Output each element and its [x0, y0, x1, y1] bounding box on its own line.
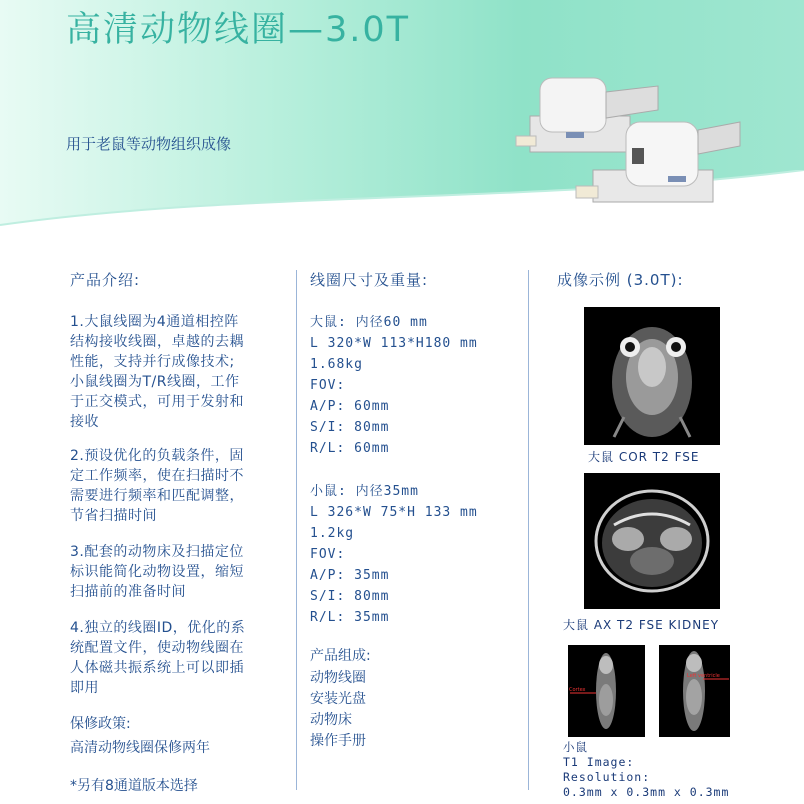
intro-line: 节省扫描时间 [70, 508, 157, 524]
caption-rat-cor: 大鼠 COR T2 FSE [588, 450, 700, 464]
page-subtitle: 用于老鼠等动物组织成像 [66, 135, 232, 153]
version-note: *另有8通道版本选择 [70, 778, 198, 794]
part-item: 操作手册 [310, 733, 366, 749]
intro-para-4 [70, 618, 285, 698]
intro-line: 接收 [70, 414, 99, 430]
examples-heading [557, 270, 684, 290]
intro-line: 即用 [70, 680, 99, 696]
intro-para-2 [70, 446, 285, 526]
mouse-caption-line: 小鼠 [563, 740, 588, 754]
part-item: 动物床 [310, 712, 352, 728]
column-divider-1 [296, 270, 297, 790]
spec-line: A/P: 35mm [310, 568, 390, 583]
intro-line: 结构接收线圈，卓越的去耦 [70, 334, 244, 350]
mouse-mri-image-1 [568, 645, 645, 737]
intro-para-3 [70, 542, 285, 602]
mouse-caption-line: Resolution: [563, 770, 651, 784]
spec-line: L 326*W 75*H 133 mm [310, 505, 478, 520]
intro-line: 1.大鼠线圈为4通道相控阵 [70, 314, 239, 330]
part-item: 安装光盘 [310, 691, 366, 707]
intro-para-1 [70, 312, 285, 432]
column-divider-2 [528, 270, 529, 790]
intro-line: 于正交模式，可用于发射和 [70, 394, 244, 410]
intro-line: 2.预设优化的负载条件，固 [70, 448, 244, 464]
warranty-heading: 保修政策: [70, 716, 131, 732]
spec-line: R/L: 60mm [310, 441, 390, 456]
spec-line: S/I: 80mm [310, 589, 390, 604]
dimensions-column [310, 270, 520, 752]
rat-ax-kidney-mri-image [584, 473, 720, 609]
spec-line: A/P: 60mm [310, 399, 390, 414]
product-intro-column [70, 270, 285, 796]
dims-heading: 线圈尺寸及重量: [310, 271, 429, 289]
intro-line: 4.独立的线圈ID，优化的系 [70, 620, 246, 636]
intro-line: 统配置文件，使动物线圈在 [70, 640, 244, 656]
spec-line: 小鼠: 内径35mm [310, 484, 419, 499]
examples-heading-text: 成像示例 (3.0T): [557, 271, 684, 289]
rat-cor-mri-image [584, 307, 720, 445]
spec-line: FOV: [310, 547, 346, 562]
spec-line: S/I: 80mm [310, 420, 390, 435]
spec-line: R/L: 35mm [310, 610, 390, 625]
intro-line: 小鼠线圈为T/R线圈，工作 [70, 374, 240, 390]
mouse-label-right: Left ventricle [687, 673, 720, 679]
mouse-caption [563, 740, 729, 800]
mouse-caption-line: 0.3mm x 0.3mm x 0.3mm [563, 785, 730, 799]
mouse-caption-line: T1 Image: [563, 755, 635, 769]
intro-line: 3.配套的动物床及扫描定位 [70, 544, 244, 560]
intro-line: 标识能简化动物设置，缩短 [70, 564, 244, 580]
rat-specs [310, 312, 520, 459]
mouse-mri-image-2 [659, 645, 730, 737]
spec-line: 1.2kg [310, 526, 355, 541]
intro-line: 需要进行频率和匹配调整， [70, 488, 244, 504]
mouse-label-left: Cortex [569, 687, 586, 693]
parts-list [310, 668, 520, 752]
spec-line: FOV: [310, 378, 346, 393]
page-title: 高清动物线圈—3.0T [66, 10, 411, 50]
spec-line: 大鼠: 内径60 mm [310, 315, 428, 330]
intro-line: 人体磁共振系统上可以即插 [70, 660, 244, 676]
intro-line: 扫描前的准备时间 [70, 584, 186, 600]
spec-line: 1.68kg [310, 357, 363, 372]
intro-heading: 产品介绍: [70, 271, 141, 289]
coil-product-image [508, 60, 748, 210]
intro-line: 定工作频率，使在扫描时不 [70, 468, 244, 484]
caption-rat-ax: 大鼠 AX T2 FSE KIDNEY [563, 618, 720, 632]
warranty-text: 高清动物线圈保修两年 [70, 740, 210, 756]
parts-heading: 产品组成: [310, 648, 371, 664]
mouse-specs [310, 481, 520, 628]
spec-line: L 320*W 113*H180 mm [310, 336, 478, 351]
intro-line: 性能，支持并行成像技术; [70, 354, 235, 370]
part-item: 动物线圈 [310, 670, 366, 686]
